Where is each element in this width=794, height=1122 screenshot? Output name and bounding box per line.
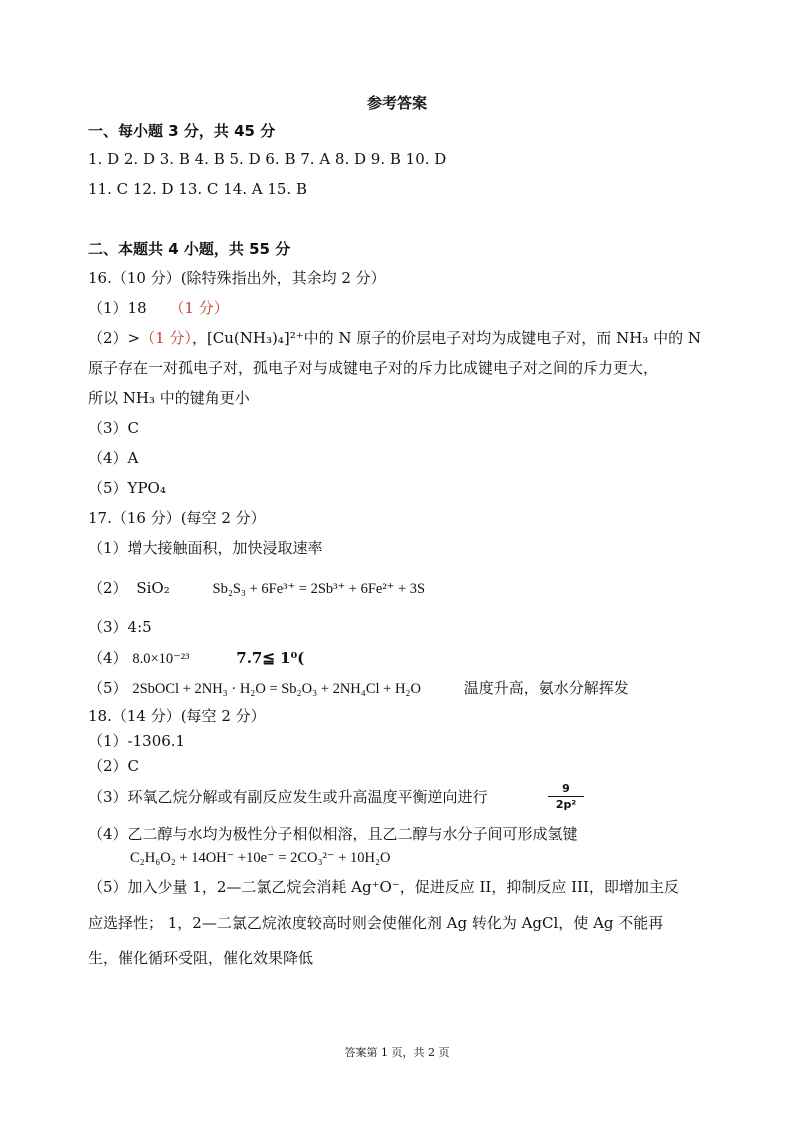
q17-a5-equation: 2SbOCl + 2NH₃ · H₂O = Sb₂O₃ + 2NH₄Cl + H₂O (132, 681, 421, 697)
q16-answer-3: （3）C (88, 419, 140, 437)
q17-answer-3: （3）4:5 (88, 618, 152, 636)
page-title: 参考答案 (366, 94, 427, 112)
q17-a4-answer2: 7.7≦ 1⁰( (236, 649, 305, 667)
q18-answer-5-line3: 生，催化循环受阻，催化效果降低 (88, 949, 314, 967)
q17-answer-2 (88, 578, 425, 599)
q16-header: 16.（10 分）(除特殊指出外，其余均 2 分） (88, 269, 386, 287)
q18-header: 18.（14 分）(每空 2 分） (88, 707, 266, 725)
fraction-numerator: 9 (548, 782, 584, 797)
q16-answer-4: （4）A (88, 449, 139, 467)
q16-a2-prefix: （2）> (88, 329, 141, 347)
q16-a1-text: （1）18 (88, 299, 147, 317)
q16-a1-score: （1 分） (169, 299, 229, 317)
section1-heading: 一、每小题 3 分，共 45 分 (88, 122, 276, 140)
q18-answer-4-equation: C₂H₆O₂ + 14OH⁻ +10e⁻ = 2CO₃²⁻ + 10H₂O (130, 850, 391, 866)
section1-answers-row2: 11. C 12. D 13. C 14. A 15. B (88, 180, 308, 198)
q18-answer-5-line2: 应选择性； 1，2—二氯乙烷浓度较高时则会使催化剂 Ag 转化为 AgCl，使 Ag 不能再 (88, 914, 664, 932)
section2-heading: 二、本题共 4 小题，共 55 分 (88, 240, 291, 258)
q16-answer-2-line2: 原子存在一对孤电子对，孤电子对与成键电子对的斥力比成键电子对之间的斥力更大， (88, 359, 659, 377)
q18-answer-3: （3）环氧乙烷分解或有副反应发生或升高温度平衡逆向进行 (88, 788, 488, 806)
q18-answer-4-text: （4）乙二醇与水均为极性分子相似相溶，且乙二醇与水分子间可形成氢键 (88, 825, 578, 843)
q16-a2-score: （1 分） (140, 329, 192, 347)
q17-a4-label: （4） (88, 649, 128, 667)
q16-a2-text1: ，[Cu(NH₃)₄]²⁺中的 N 原子的价层电子对均为成键电子对，而 NH₃ 中的 N (191, 329, 701, 347)
q17-a4-answer: 8.0×10⁻²³ (132, 651, 190, 667)
q17-answer-4 (88, 648, 304, 669)
page-footer: 答案第 1 页，共 2 页 (344, 1046, 450, 1059)
q16-answer-5: （5）YPO₄ (88, 479, 166, 497)
q17-a5-label: （5） (88, 679, 128, 697)
section1-answers-row1: 1. D 2. D 3. B 4. B 5. D 6. B 7. A 8. D 9. B 10. D (88, 150, 447, 168)
q17-a5-text: 温度升高，氨水分解挥发 (463, 679, 629, 697)
q18-answer-1: （1）-1306.1 (88, 732, 186, 750)
q16-answer-1 (88, 298, 229, 318)
q17-header: 17.（16 分）(每空 2 分） (88, 509, 266, 527)
q18-answer-2: （2）C (88, 757, 140, 775)
q17-a2-equation: Sb₂S₃ + 6Fe³⁺ = 2Sb³⁺ + 6Fe²⁺ + 3S (212, 581, 426, 597)
q18-answer-3-fraction (548, 782, 584, 811)
q16-answer-2-line1 (88, 328, 701, 348)
q17-answer-1: （1）增大接触面积，加快浸取速率 (88, 539, 323, 557)
fraction-denominator: 2p² (555, 798, 577, 811)
q17-answer-5 (88, 678, 629, 699)
q17-a2-label: （2） (88, 579, 128, 597)
q18-answer-5-line1: （5）加入少量 1，2—二氯乙烷会消耗 Ag⁺O⁻，促进反应 II，抑制反应 III，即增加主反 (88, 878, 679, 896)
q16-answer-2-line3: 所以 NH₃ 中的键角更小 (88, 389, 250, 407)
q17-a2-answer: SiO₂ (136, 579, 170, 597)
